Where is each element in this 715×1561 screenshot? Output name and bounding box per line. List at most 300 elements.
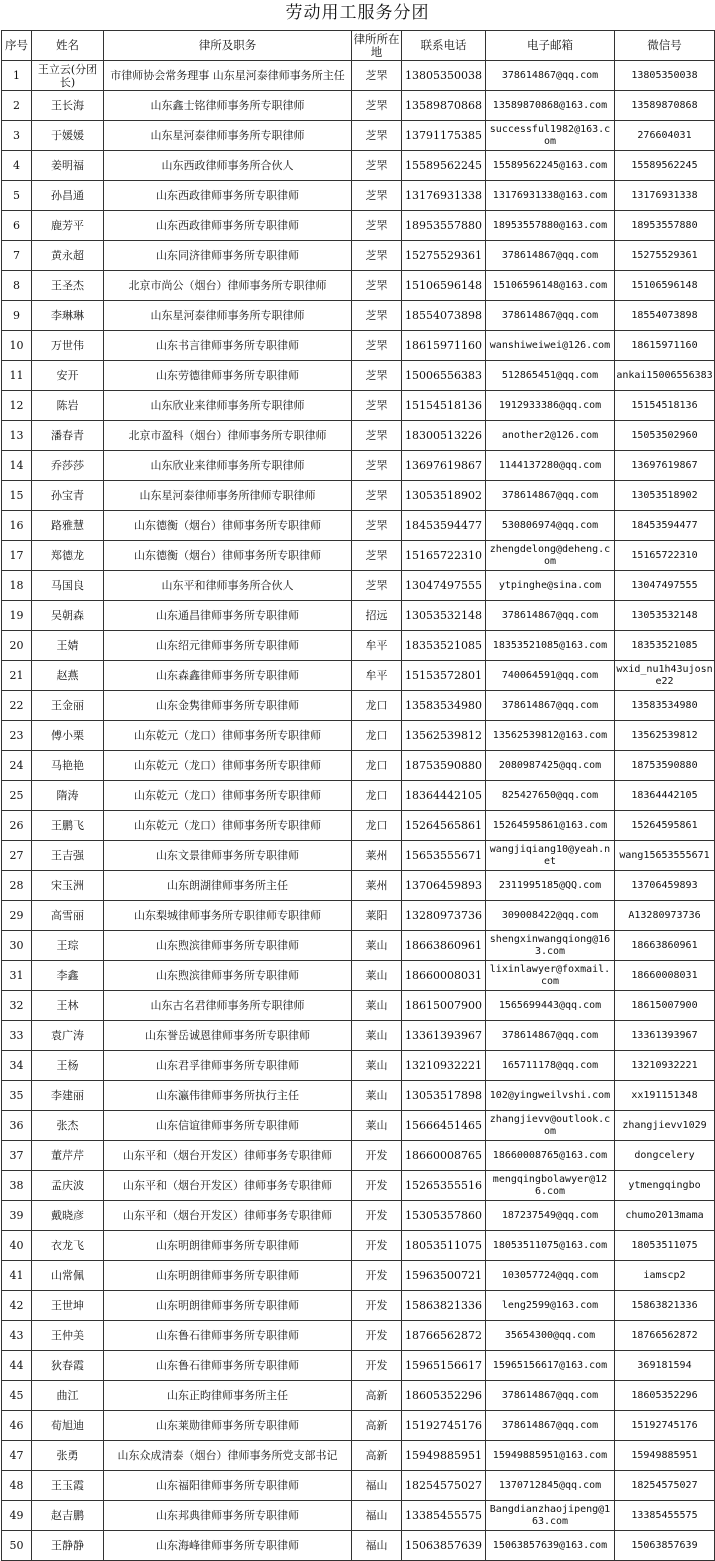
cell-email: 103057724@qq.com bbox=[486, 1261, 615, 1291]
table-row bbox=[2, 211, 715, 241]
cell-wechat: 18364442105 bbox=[615, 781, 715, 811]
cell-seq: 11 bbox=[2, 361, 32, 391]
cell-firm: 山东梨城律师事务所专职律师专职律师 bbox=[104, 901, 352, 931]
cell-location: 开发 bbox=[352, 1291, 402, 1321]
table-row bbox=[2, 1351, 715, 1381]
cell-location: 开发 bbox=[352, 1201, 402, 1231]
table-row bbox=[2, 241, 715, 271]
cell-firm: 山东海峰律师事务所专职律师 bbox=[104, 1531, 352, 1561]
cell-wechat: 15053502960 bbox=[615, 421, 715, 451]
cell-name: 鹿芳平 bbox=[32, 211, 104, 241]
cell-name: 张杰 bbox=[32, 1111, 104, 1141]
cell-seq: 14 bbox=[2, 451, 32, 481]
cell-wechat: 13361393967 bbox=[615, 1021, 715, 1051]
cell-wechat: 13589870868 bbox=[615, 91, 715, 121]
header-name: 姓名 bbox=[32, 31, 104, 61]
cell-wechat: dongcelery bbox=[615, 1141, 715, 1171]
cell-phone: 18753590880 bbox=[402, 751, 486, 781]
cell-name: 路雅慧 bbox=[32, 511, 104, 541]
cell-location: 芝罘 bbox=[352, 391, 402, 421]
table-row bbox=[2, 361, 715, 391]
cell-phone: 15192745176 bbox=[402, 1411, 486, 1441]
cell-phone: 18605352296 bbox=[402, 1381, 486, 1411]
cell-seq: 44 bbox=[2, 1351, 32, 1381]
cell-phone: 13361393967 bbox=[402, 1021, 486, 1051]
table-row bbox=[2, 271, 715, 301]
cell-location: 莱山 bbox=[352, 931, 402, 961]
cell-location: 芝罘 bbox=[352, 571, 402, 601]
cell-wechat: ytmengqingbo bbox=[615, 1171, 715, 1201]
cell-phone: 13047497555 bbox=[402, 571, 486, 601]
cell-location: 莱山 bbox=[352, 1111, 402, 1141]
cell-name: 乔莎莎 bbox=[32, 451, 104, 481]
cell-email: 2080987425@qq.com bbox=[486, 751, 615, 781]
cell-location: 芝罘 bbox=[352, 61, 402, 91]
table-row bbox=[2, 1471, 715, 1501]
cell-phone: 18766562872 bbox=[402, 1321, 486, 1351]
cell-location: 芝罘 bbox=[352, 91, 402, 121]
cell-seq: 2 bbox=[2, 91, 32, 121]
cell-email: 18660008765@163.com bbox=[486, 1141, 615, 1171]
cell-name: 张勇 bbox=[32, 1441, 104, 1471]
cell-location: 莱山 bbox=[352, 1051, 402, 1081]
cell-seq: 17 bbox=[2, 541, 32, 571]
cell-seq: 15 bbox=[2, 481, 32, 511]
cell-location: 开发 bbox=[352, 1261, 402, 1291]
header-location: 律所所在地 bbox=[353, 31, 400, 59]
cell-seq: 10 bbox=[2, 331, 32, 361]
table-row bbox=[2, 901, 715, 931]
cell-email: another2@126.com bbox=[486, 421, 615, 451]
cell-email: zhangjievv@outlook.com bbox=[486, 1111, 615, 1141]
cell-firm: 山东欣业来律师事务所专职律师 bbox=[104, 391, 352, 421]
cell-location: 芝罘 bbox=[352, 301, 402, 331]
cell-wechat: 18353521085 bbox=[615, 631, 715, 661]
table-row bbox=[2, 1231, 715, 1261]
cell-wechat: wang15653555671 bbox=[615, 841, 715, 871]
cell-wechat: 15863821336 bbox=[615, 1291, 715, 1321]
cell-seq: 41 bbox=[2, 1261, 32, 1291]
cell-email: 1370712845@qq.com bbox=[486, 1471, 615, 1501]
cell-seq: 3 bbox=[2, 121, 32, 151]
cell-seq: 49 bbox=[2, 1501, 32, 1531]
cell-firm: 山东莱勋律师事务所专职律师 bbox=[104, 1411, 352, 1441]
cell-phone: 18453594477 bbox=[402, 511, 486, 541]
cell-location: 芝罘 bbox=[352, 121, 402, 151]
cell-phone: 18300513226 bbox=[402, 421, 486, 451]
cell-seq: 18 bbox=[2, 571, 32, 601]
cell-wechat: 18605352296 bbox=[615, 1381, 715, 1411]
cell-seq: 16 bbox=[2, 511, 32, 541]
cell-email: 825427650@qq.com bbox=[486, 781, 615, 811]
cell-phone: 18663860961 bbox=[402, 931, 486, 961]
cell-name: 吴朝森 bbox=[32, 601, 104, 631]
cell-seq: 6 bbox=[2, 211, 32, 241]
cell-firm: 山东平和律师事务所合伙人 bbox=[104, 571, 352, 601]
cell-seq: 9 bbox=[2, 301, 32, 331]
cell-firm: 山东西政律师事务所合伙人 bbox=[104, 151, 352, 181]
cell-seq: 43 bbox=[2, 1321, 32, 1351]
cell-firm: 山东鲁石律师事务所专职律师 bbox=[104, 1321, 352, 1351]
cell-location: 福山 bbox=[352, 1471, 402, 1501]
cell-seq: 32 bbox=[2, 991, 32, 1021]
cell-name: 李鑫 bbox=[32, 961, 104, 991]
cell-phone: 15653555671 bbox=[402, 841, 486, 871]
cell-wechat: 18615007900 bbox=[615, 991, 715, 1021]
cell-email: 378614867@qq.com bbox=[486, 601, 615, 631]
cell-name: 赵燕 bbox=[32, 661, 104, 691]
cell-phone: 15965156617 bbox=[402, 1351, 486, 1381]
cell-location: 芝罘 bbox=[352, 211, 402, 241]
cell-firm: 山东誉岳诚恩律师事务所专职律师 bbox=[104, 1021, 352, 1051]
cell-email: zhengdelong@deheng.com bbox=[486, 541, 615, 571]
cell-seq: 38 bbox=[2, 1171, 32, 1201]
cell-name: 王金丽 bbox=[32, 691, 104, 721]
cell-wechat: 15192745176 bbox=[615, 1411, 715, 1441]
cell-phone: 15589562245 bbox=[402, 151, 486, 181]
cell-name: 安开 bbox=[32, 361, 104, 391]
cell-firm: 北京市盈科（烟台）律师事务所专职律师 bbox=[104, 421, 352, 451]
cell-firm: 山东文景律师事务所专职律师 bbox=[104, 841, 352, 871]
table-row bbox=[2, 1261, 715, 1291]
cell-email: 187237549@qq.com bbox=[486, 1201, 615, 1231]
cell-firm: 山东平和（烟台开发区）律师事务专职律师 bbox=[104, 1201, 352, 1231]
cell-phone: 18554073898 bbox=[402, 301, 486, 331]
cell-phone: 18254575027 bbox=[402, 1471, 486, 1501]
cell-location: 牟平 bbox=[352, 631, 402, 661]
cell-wechat: 15063857639 bbox=[615, 1531, 715, 1561]
cell-phone: 13697619867 bbox=[402, 451, 486, 481]
table-row bbox=[2, 61, 715, 91]
cell-name: 李建丽 bbox=[32, 1081, 104, 1111]
table-row bbox=[2, 781, 715, 811]
cell-name: 王长海 bbox=[32, 91, 104, 121]
cell-email: 15949885951@163.com bbox=[486, 1441, 615, 1471]
cell-seq: 50 bbox=[2, 1531, 32, 1561]
table-row bbox=[2, 1531, 715, 1561]
cell-seq: 29 bbox=[2, 901, 32, 931]
cell-location: 芝罘 bbox=[352, 361, 402, 391]
cell-firm: 山东邦典律师事务所专职律师 bbox=[104, 1501, 352, 1531]
cell-firm: 山东劳德律师事务所专职律师 bbox=[104, 361, 352, 391]
cell-firm: 山东平和（烟台开发区）律师事务专职律师 bbox=[104, 1171, 352, 1201]
cell-firm: 山东书言律师事务所专职律师 bbox=[104, 331, 352, 361]
cell-seq: 34 bbox=[2, 1051, 32, 1081]
cell-wechat: 18453594477 bbox=[615, 511, 715, 541]
table-row bbox=[2, 601, 715, 631]
cell-location: 福山 bbox=[352, 1531, 402, 1561]
cell-wechat: 18953557880 bbox=[615, 211, 715, 241]
cell-phone: 15006556383 bbox=[402, 361, 486, 391]
table-row bbox=[2, 541, 715, 571]
cell-location: 芝罘 bbox=[352, 271, 402, 301]
cell-seq: 26 bbox=[2, 811, 32, 841]
cell-firm: 山东福阳律师事务所专职律师 bbox=[104, 1471, 352, 1501]
cell-phone: 13385455575 bbox=[402, 1501, 486, 1531]
cell-phone: 13053518902 bbox=[402, 481, 486, 511]
cell-wechat: 18554073898 bbox=[615, 301, 715, 331]
table-row bbox=[2, 931, 715, 961]
table-row bbox=[2, 661, 715, 691]
cell-name: 高雪丽 bbox=[32, 901, 104, 931]
cell-seq: 1 bbox=[2, 61, 32, 91]
table-row bbox=[2, 871, 715, 901]
cell-seq: 48 bbox=[2, 1471, 32, 1501]
cell-phone: 18660008765 bbox=[402, 1141, 486, 1171]
cell-wechat: 369181594 bbox=[615, 1351, 715, 1381]
cell-location: 芝罘 bbox=[352, 481, 402, 511]
table-row bbox=[2, 1441, 715, 1471]
cell-email: 378614867@qq.com bbox=[486, 1381, 615, 1411]
cell-email: 378614867@qq.com bbox=[486, 241, 615, 271]
cell-email: 740064591@qq.com bbox=[486, 661, 615, 691]
cell-firm: 山东西政律师事务所专职律师 bbox=[104, 181, 352, 211]
cell-location: 福山 bbox=[352, 1501, 402, 1531]
cell-phone: 13589870868 bbox=[402, 91, 486, 121]
cell-seq: 27 bbox=[2, 841, 32, 871]
cell-firm: 山东众成清泰（烟台）律师事务所党支部书记 bbox=[104, 1441, 352, 1471]
cell-firm: 山东君孚律师事务所专职律师 bbox=[104, 1051, 352, 1081]
cell-location: 高新 bbox=[352, 1411, 402, 1441]
cell-name: 王静静 bbox=[32, 1531, 104, 1561]
table-row bbox=[2, 1501, 715, 1531]
cell-location: 龙口 bbox=[352, 721, 402, 751]
cell-wechat: 18753590880 bbox=[615, 751, 715, 781]
cell-name: 王世坤 bbox=[32, 1291, 104, 1321]
cell-email: 13589870868@163.com bbox=[486, 91, 615, 121]
table-row bbox=[2, 331, 715, 361]
cell-wechat: 13385455575 bbox=[615, 1501, 715, 1531]
cell-email: 13176931338@163.com bbox=[486, 181, 615, 211]
cell-firm: 山东明朗律师事务所专职律师 bbox=[104, 1291, 352, 1321]
cell-phone: 15666451465 bbox=[402, 1111, 486, 1141]
table-row bbox=[2, 1141, 715, 1171]
cell-location: 高新 bbox=[352, 1381, 402, 1411]
cell-wechat: 13697619867 bbox=[615, 451, 715, 481]
cell-wechat: iamscp2 bbox=[615, 1261, 715, 1291]
cell-name: 王琮 bbox=[32, 931, 104, 961]
cell-email: 15589562245@163.com bbox=[486, 151, 615, 181]
cell-firm: 山东鲁石律师事务所专职律师 bbox=[104, 1351, 352, 1381]
cell-phone: 18353521085 bbox=[402, 631, 486, 661]
cell-seq: 21 bbox=[2, 661, 32, 691]
cell-name: 傅小栗 bbox=[32, 721, 104, 751]
table-row bbox=[2, 1021, 715, 1051]
cell-location: 开发 bbox=[352, 1351, 402, 1381]
cell-name: 荀旭迪 bbox=[32, 1411, 104, 1441]
cell-firm: 山东古名君律师事务所专职律师 bbox=[104, 991, 352, 1021]
cell-location: 芝罘 bbox=[352, 241, 402, 271]
cell-seq: 8 bbox=[2, 271, 32, 301]
cell-wechat: 18254575027 bbox=[615, 1471, 715, 1501]
cell-seq: 39 bbox=[2, 1201, 32, 1231]
cell-wechat: 15275529361 bbox=[615, 241, 715, 271]
cell-wechat: 15264595861 bbox=[615, 811, 715, 841]
cell-wechat: zhangjievv1029 bbox=[615, 1111, 715, 1141]
cell-phone: 13210932221 bbox=[402, 1051, 486, 1081]
cell-location: 莱山 bbox=[352, 1081, 402, 1111]
cell-firm: 山东乾元（龙口）律师事务所专职律师 bbox=[104, 781, 352, 811]
cell-phone: 15165722310 bbox=[402, 541, 486, 571]
cell-phone: 18364442105 bbox=[402, 781, 486, 811]
cell-name: 孙昌通 bbox=[32, 181, 104, 211]
cell-firm: 山东欣业来律师事务所专职律师 bbox=[104, 451, 352, 481]
cell-email: 378614867@qq.com bbox=[486, 481, 615, 511]
cell-phone: 13583534980 bbox=[402, 691, 486, 721]
cell-location: 芝罘 bbox=[352, 511, 402, 541]
cell-seq: 35 bbox=[2, 1081, 32, 1111]
cell-seq: 4 bbox=[2, 151, 32, 181]
cell-email: wanshiweiwei@126.com bbox=[486, 331, 615, 361]
cell-phone: 13053517898 bbox=[402, 1081, 486, 1111]
cell-email: 1912933386@qq.com bbox=[486, 391, 615, 421]
cell-name: 山常佩 bbox=[32, 1261, 104, 1291]
cell-firm: 山东平和（烟台开发区）律师事务专职律师 bbox=[104, 1141, 352, 1171]
cell-firm: 山东正昀律师事务所主任 bbox=[104, 1381, 352, 1411]
cell-location: 芝罘 bbox=[352, 421, 402, 451]
table-row bbox=[2, 151, 715, 181]
header-email: 电子邮箱 bbox=[486, 31, 615, 61]
cell-phone: 18053511075 bbox=[402, 1231, 486, 1261]
cell-name: 郑德龙 bbox=[32, 541, 104, 571]
cell-phone: 13791175385 bbox=[402, 121, 486, 151]
header-seq: 序号 bbox=[2, 31, 32, 61]
cell-name: 王婧 bbox=[32, 631, 104, 661]
cell-wechat: 13583534980 bbox=[615, 691, 715, 721]
cell-firm: 山东西政律师事务所专职律师 bbox=[104, 211, 352, 241]
cell-email: 378614867@qq.com bbox=[486, 1021, 615, 1051]
cell-location: 招远 bbox=[352, 601, 402, 631]
cell-firm: 山东金隽律师事务所专职律师 bbox=[104, 691, 352, 721]
cell-phone: 18615971160 bbox=[402, 331, 486, 361]
cell-email: 18053511075@163.com bbox=[486, 1231, 615, 1261]
cell-firm: 山东星河泰律师事务所专职律师 bbox=[104, 121, 352, 151]
cell-phone: 13176931338 bbox=[402, 181, 486, 211]
table-row bbox=[2, 1291, 715, 1321]
cell-wechat: 13053532148 bbox=[615, 601, 715, 631]
cell-email: 102@yingweilvshi.com bbox=[486, 1081, 615, 1111]
cell-wechat: 15106596148 bbox=[615, 271, 715, 301]
table-row bbox=[2, 121, 715, 151]
cell-email: 512865451@qq.com bbox=[486, 361, 615, 391]
cell-name: 孙宝青 bbox=[32, 481, 104, 511]
cell-location: 莱山 bbox=[352, 961, 402, 991]
cell-firm: 山东通昌律师事务所专职律师 bbox=[104, 601, 352, 631]
cell-seq: 45 bbox=[2, 1381, 32, 1411]
header-firm: 律所及职务 bbox=[104, 31, 352, 61]
cell-name: 戴晓彦 bbox=[32, 1201, 104, 1231]
cell-name: 隋涛 bbox=[32, 781, 104, 811]
table-row bbox=[2, 691, 715, 721]
table-row bbox=[2, 1171, 715, 1201]
cell-seq: 13 bbox=[2, 421, 32, 451]
cell-email: 13562539812@163.com bbox=[486, 721, 615, 751]
cell-seq: 36 bbox=[2, 1111, 32, 1141]
cell-phone: 15305357860 bbox=[402, 1201, 486, 1231]
cell-name: 王杨 bbox=[32, 1051, 104, 1081]
cell-email: 530806974@qq.com bbox=[486, 511, 615, 541]
cell-email: 18953557880@163.com bbox=[486, 211, 615, 241]
cell-location: 牟平 bbox=[352, 661, 402, 691]
cell-phone: 13805350038 bbox=[402, 61, 486, 91]
cell-email: 1144137280@qq.com bbox=[486, 451, 615, 481]
cell-phone: 15963500721 bbox=[402, 1261, 486, 1291]
header-phone: 联系电话 bbox=[402, 31, 486, 61]
table-row bbox=[2, 181, 715, 211]
cell-email: Bangdianzhaojipeng@163.com bbox=[486, 1501, 615, 1531]
cell-name: 李琳琳 bbox=[32, 301, 104, 331]
cell-email: mengqingbolawyer@126.com bbox=[486, 1171, 615, 1201]
cell-email: 15965156617@163.com bbox=[486, 1351, 615, 1381]
cell-wechat: A13280973736 bbox=[615, 901, 715, 931]
cell-firm: 山东德衡（烟台）律师事务所专职律师 bbox=[104, 511, 352, 541]
cell-phone: 13280973736 bbox=[402, 901, 486, 931]
cell-seq: 25 bbox=[2, 781, 32, 811]
cell-email: 15063857639@163.com bbox=[486, 1531, 615, 1561]
cell-email: 15264595861@163.com bbox=[486, 811, 615, 841]
cell-firm: 北京市尚公（烟台）律师事务所专职律师 bbox=[104, 271, 352, 301]
cell-name: 赵吉鹏 bbox=[32, 1501, 104, 1531]
cell-wechat: 15165722310 bbox=[615, 541, 715, 571]
cell-location: 芝罘 bbox=[352, 331, 402, 361]
cell-location: 龙口 bbox=[352, 751, 402, 781]
cell-wechat: xx191151348 bbox=[615, 1081, 715, 1111]
cell-email: 15106596148@163.com bbox=[486, 271, 615, 301]
cell-name: 王圣杰 bbox=[32, 271, 104, 301]
cell-name: 曲江 bbox=[32, 1381, 104, 1411]
cell-phone: 15264565861 bbox=[402, 811, 486, 841]
cell-wechat: 276604031 bbox=[615, 121, 715, 151]
cell-seq: 47 bbox=[2, 1441, 32, 1471]
cell-wechat: 13805350038 bbox=[615, 61, 715, 91]
cell-wechat: 18663860961 bbox=[615, 931, 715, 961]
table-row bbox=[2, 1081, 715, 1111]
cell-seq: 46 bbox=[2, 1411, 32, 1441]
table-row bbox=[2, 571, 715, 601]
cell-location: 芝罘 bbox=[352, 451, 402, 481]
cell-email: successful1982@163.com bbox=[486, 121, 615, 151]
cell-location: 高新 bbox=[352, 1441, 402, 1471]
cell-seq: 40 bbox=[2, 1231, 32, 1261]
table-row bbox=[2, 811, 715, 841]
cell-wechat: 13210932221 bbox=[615, 1051, 715, 1081]
table-row bbox=[2, 1111, 715, 1141]
cell-wechat: 13176931338 bbox=[615, 181, 715, 211]
cell-name: 马国良 bbox=[32, 571, 104, 601]
cell-name: 王吉强 bbox=[32, 841, 104, 871]
cell-email: 378614867@qq.com bbox=[486, 691, 615, 721]
cell-firm: 山东明朗律师事务所专职律师 bbox=[104, 1261, 352, 1291]
cell-firm: 山东星河泰律师事务所律师专职律师 bbox=[104, 481, 352, 511]
cell-phone: 15265355516 bbox=[402, 1171, 486, 1201]
cell-location: 莱州 bbox=[352, 871, 402, 901]
cell-seq: 23 bbox=[2, 721, 32, 751]
cell-name: 于媛媛 bbox=[32, 121, 104, 151]
cell-email: 378614867@qq.com bbox=[486, 1411, 615, 1441]
cell-email: 378614867@qq.com bbox=[486, 61, 615, 91]
cell-location: 龙口 bbox=[352, 811, 402, 841]
cell-seq: 12 bbox=[2, 391, 32, 421]
cell-name: 潘春青 bbox=[32, 421, 104, 451]
cell-firm: 山东德衡（烟台）律师事务所专职律师 bbox=[104, 541, 352, 571]
cell-seq: 7 bbox=[2, 241, 32, 271]
cell-phone: 18660008031 bbox=[402, 961, 486, 991]
table-row bbox=[2, 481, 715, 511]
table-row bbox=[2, 1051, 715, 1081]
cell-location: 莱阳 bbox=[352, 901, 402, 931]
cell-name: 陈岩 bbox=[32, 391, 104, 421]
cell-name: 狄春霞 bbox=[32, 1351, 104, 1381]
